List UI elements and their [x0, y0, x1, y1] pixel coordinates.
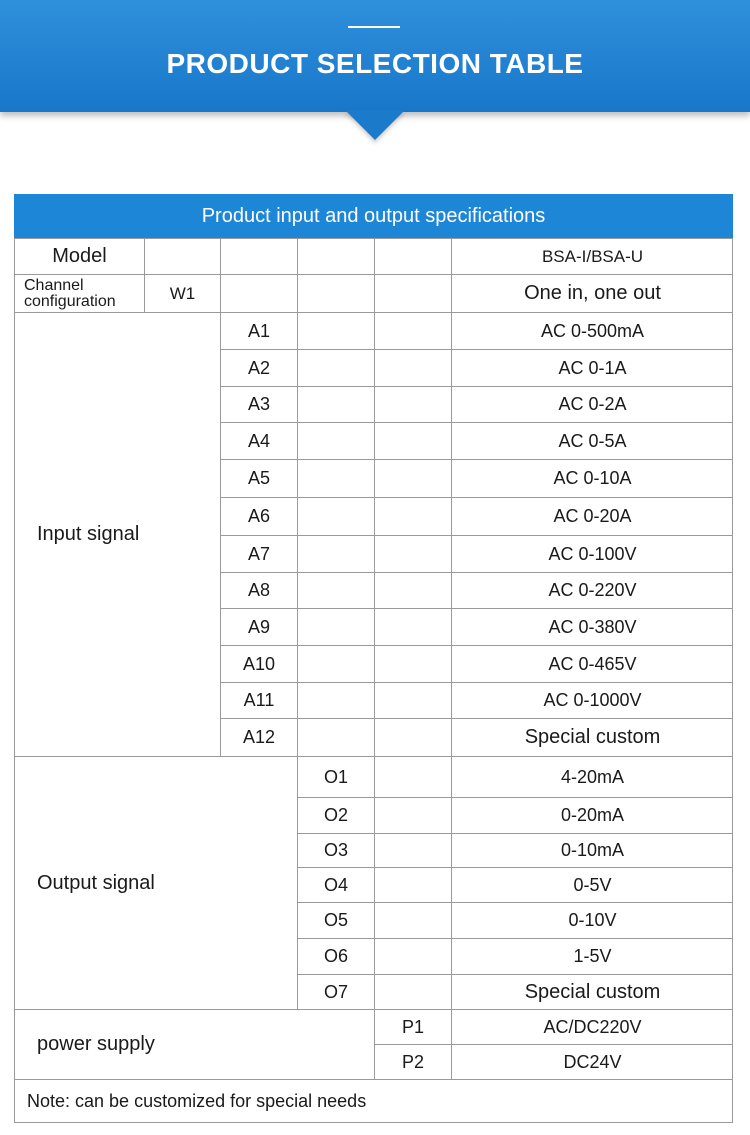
input-code: A9 [220, 608, 297, 645]
empty-cell [297, 645, 374, 682]
empty-cell [374, 459, 451, 497]
input-code: A11 [220, 682, 297, 718]
page-title: PRODUCT SELECTION TABLE [166, 48, 584, 79]
empty-cell [297, 349, 374, 386]
empty-cell [297, 274, 374, 312]
empty-cell [374, 682, 451, 718]
channel-label [14, 274, 144, 312]
empty-cell [297, 386, 374, 422]
input-value: AC 0-5A [451, 422, 733, 459]
empty-cell [374, 974, 451, 1009]
empty-cell [220, 274, 297, 312]
output-code: O2 [297, 797, 374, 833]
empty-cell [297, 422, 374, 459]
output-signal-label: Output signal [14, 756, 297, 1009]
empty-cell [374, 422, 451, 459]
empty-cell [374, 386, 451, 422]
output-code: O4 [297, 867, 374, 902]
channel-value: One in, one out [451, 274, 733, 312]
table-border-right [732, 238, 733, 1123]
input-code: A6 [220, 497, 297, 535]
empty-cell [374, 349, 451, 386]
output-code: O5 [297, 902, 374, 938]
empty-cell [374, 645, 451, 682]
output-value: 0-5V [451, 867, 733, 902]
output-value: Special custom [451, 974, 733, 1009]
input-code: A12 [220, 718, 297, 756]
title-banner [0, 0, 750, 112]
input-value: AC 0-20A [451, 497, 733, 535]
input-code: A3 [220, 386, 297, 422]
input-value: AC 0-500mA [451, 312, 733, 349]
empty-cell [374, 797, 451, 833]
power-value: DC24V [451, 1044, 733, 1079]
power-code: P2 [374, 1044, 451, 1079]
input-value: AC 0-10A [451, 459, 733, 497]
output-value: 1-5V [451, 938, 733, 974]
output-code: O3 [297, 833, 374, 867]
empty-cell [374, 718, 451, 756]
input-signal-label: Input signal [14, 312, 220, 756]
empty-cell [220, 238, 297, 274]
empty-cell [297, 718, 374, 756]
input-code: A10 [220, 645, 297, 682]
empty-cell [374, 274, 451, 312]
output-code: O1 [297, 756, 374, 797]
model-value: BSA-I/BSA-U [451, 238, 733, 274]
output-value: 0-10mA [451, 833, 733, 867]
output-code: O6 [297, 938, 374, 974]
empty-cell [374, 608, 451, 645]
empty-cell [374, 312, 451, 349]
empty-cell [297, 238, 374, 274]
input-code: A2 [220, 349, 297, 386]
input-value: Special custom [451, 718, 733, 756]
input-code: A8 [220, 572, 297, 608]
input-value: AC 0-220V [451, 572, 733, 608]
banner-accent-line [348, 26, 400, 28]
empty-cell [374, 756, 451, 797]
table-header: Product input and output specifications [14, 194, 733, 238]
output-code: O7 [297, 974, 374, 1009]
input-code: A5 [220, 459, 297, 497]
input-code: A4 [220, 422, 297, 459]
empty-cell [374, 535, 451, 572]
empty-cell [297, 497, 374, 535]
empty-cell [374, 572, 451, 608]
channel-label-line1: Channel [24, 276, 84, 294]
empty-cell [374, 497, 451, 535]
empty-cell [297, 535, 374, 572]
empty-cell [144, 238, 220, 274]
power-value: AC/DC220V [451, 1009, 733, 1044]
output-value: 0-20mA [451, 797, 733, 833]
input-value: AC 0-100V [451, 535, 733, 572]
input-value: AC 0-1A [451, 349, 733, 386]
power-supply-label: power supply [14, 1009, 374, 1079]
empty-cell [297, 312, 374, 349]
input-value: AC 0-465V [451, 645, 733, 682]
empty-cell [297, 572, 374, 608]
empty-cell [297, 459, 374, 497]
channel-label-line2: configuration [24, 292, 116, 310]
input-value: AC 0-380V [451, 608, 733, 645]
empty-cell [374, 833, 451, 867]
model-label: Model [14, 238, 144, 274]
input-value: AC 0-2A [451, 386, 733, 422]
empty-cell [374, 238, 451, 274]
channel-code: W1 [144, 274, 220, 312]
input-code: A1 [220, 312, 297, 349]
empty-cell [374, 902, 451, 938]
empty-cell [374, 938, 451, 974]
table-border-bottom [14, 1122, 733, 1123]
input-value: AC 0-1000V [451, 682, 733, 718]
power-code: P1 [374, 1009, 451, 1044]
empty-cell [297, 682, 374, 718]
output-value: 4-20mA [451, 756, 733, 797]
banner-pointer-arrow [345, 110, 405, 140]
empty-cell [374, 867, 451, 902]
empty-cell [297, 608, 374, 645]
input-code: A7 [220, 535, 297, 572]
output-value: 0-10V [451, 902, 733, 938]
note-text: Note: can be customized for special needs [14, 1079, 733, 1122]
